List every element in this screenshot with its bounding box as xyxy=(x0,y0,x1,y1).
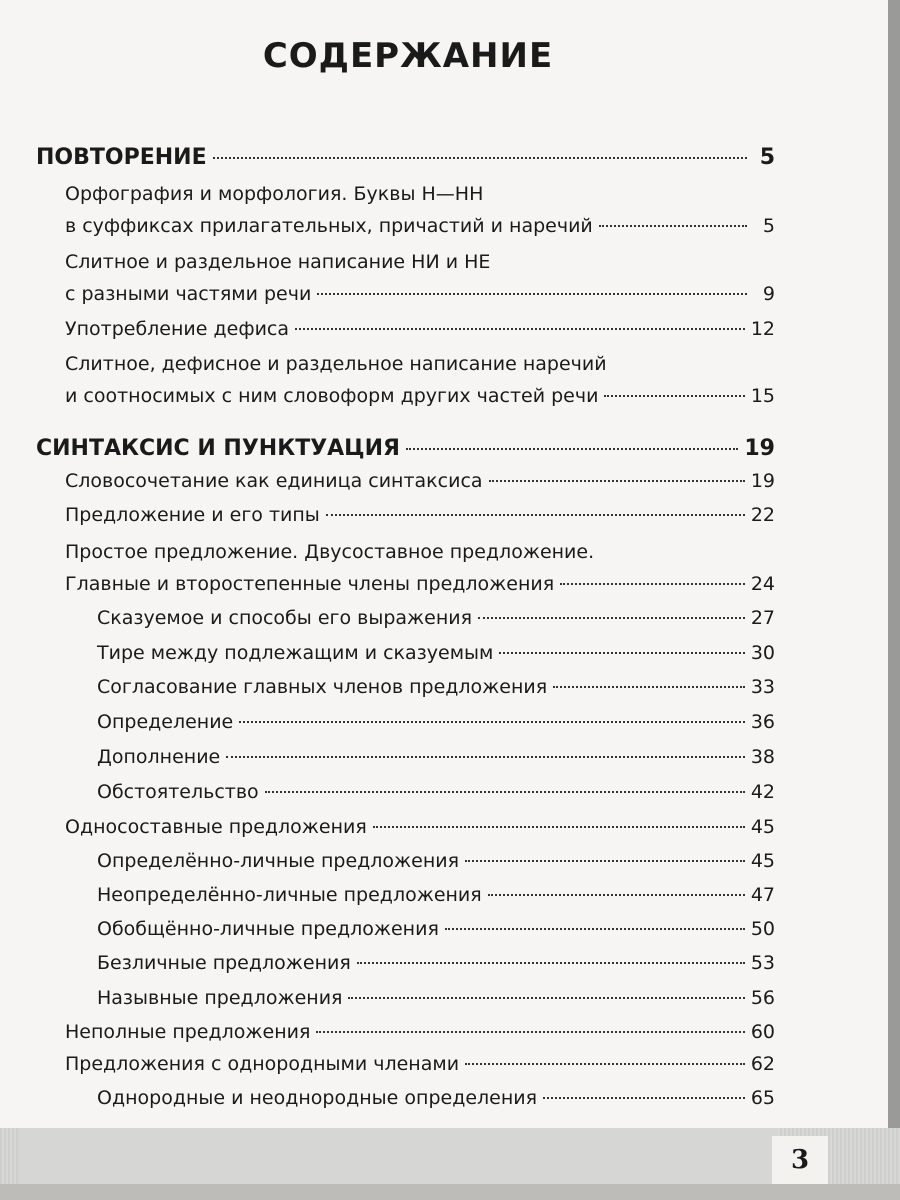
toc-entry-title: Главные и второстепенные члены предложения xyxy=(65,573,555,595)
toc-entry-title: Дополнение xyxy=(97,746,221,768)
toc-entry-title: Неопределённо-личные предложения xyxy=(97,884,482,906)
toc-entry-page: 33 xyxy=(750,676,775,698)
leader-dots xyxy=(553,686,745,688)
leader-dots xyxy=(239,721,745,723)
toc-entry-title: ПОВТОРЕНИЕ xyxy=(36,145,207,170)
toc-entry-title: Обобщённо-личные предложения xyxy=(97,918,439,940)
leader-dots xyxy=(295,328,745,330)
toc-entry-title: Односоставные предложения xyxy=(65,816,367,838)
leader-dots xyxy=(599,225,747,227)
toc-entry-page: 45 xyxy=(750,850,775,872)
toc-entry[interactable] xyxy=(65,318,775,340)
leader-dots xyxy=(265,791,745,793)
toc-entry[interactable] xyxy=(65,283,775,305)
leader-dots xyxy=(489,480,745,482)
toc-entry-title: Предложения с однородными членами xyxy=(65,1053,460,1075)
toc-entry-page: 38 xyxy=(750,746,775,768)
toc-entry[interactable] xyxy=(97,987,775,1009)
leader-dots xyxy=(213,157,747,159)
toc-entry-page: 5 xyxy=(759,145,775,170)
toc-entry[interactable] xyxy=(97,781,775,803)
toc-entry[interactable] xyxy=(65,215,775,237)
toc-entry[interactable] xyxy=(97,850,775,872)
leader-dots xyxy=(465,1063,745,1065)
toc-entry-line: Орфография и морфология. Буквы Н—НН xyxy=(65,183,484,205)
bottom-edge xyxy=(0,1184,900,1200)
toc-entry-page: 53 xyxy=(750,952,775,974)
toc-entry-title: Тире между подлежащим и сказуемым xyxy=(97,642,494,664)
toc-entry-title: Определение xyxy=(97,711,234,733)
leader-dots xyxy=(465,860,745,862)
toc-entry-page: 50 xyxy=(750,918,775,940)
toc-entry[interactable] xyxy=(97,607,775,629)
toc-entry-page: 56 xyxy=(750,987,775,1009)
leader-dots xyxy=(226,756,745,758)
toc-entry[interactable] xyxy=(97,952,775,974)
toc-section-syntax[interactable] xyxy=(36,436,775,461)
toc-entry-title: Предложение и его типы xyxy=(65,504,320,526)
leader-dots xyxy=(488,894,745,896)
toc-entry-page: 62 xyxy=(750,1053,775,1075)
toc-entry[interactable] xyxy=(65,1021,775,1043)
toc-entry-page: 30 xyxy=(750,642,775,664)
toc-entry[interactable] xyxy=(97,711,775,733)
toc-entry[interactable] xyxy=(97,918,775,940)
toc-entry-title: с разными частями речи xyxy=(65,283,312,305)
toc-entry-page: 42 xyxy=(750,781,775,803)
toc-entry-page: 5 xyxy=(762,215,775,237)
toc-entry-page: 22 xyxy=(750,504,775,526)
toc-entry-title: Обстоятельство xyxy=(97,781,259,803)
toc-entry-title: Употребление дефиса xyxy=(65,318,290,340)
leader-dots xyxy=(316,1031,744,1033)
toc-entry[interactable] xyxy=(65,385,775,407)
toc-entry[interactable] xyxy=(97,884,775,906)
toc-entry-page: 36 xyxy=(750,711,775,733)
toc-entry[interactable] xyxy=(97,746,775,768)
leader-dots xyxy=(543,1097,745,1099)
toc-entry-page: 65 xyxy=(750,1087,775,1109)
leader-dots xyxy=(357,962,745,964)
toc-entry[interactable] xyxy=(65,470,775,492)
toc-entry-title: в суффиксах прилагательных, причастий и наречий xyxy=(65,215,593,237)
toc-entry[interactable] xyxy=(65,1053,775,1075)
page-number: 3 xyxy=(772,1136,828,1184)
toc-entry-title: Однородные и неоднородные определения xyxy=(97,1087,538,1109)
leader-dots xyxy=(560,583,745,585)
toc-entry-page: 12 xyxy=(750,318,775,340)
leader-dots xyxy=(326,514,745,516)
toc-entry-title: Безличные предложения xyxy=(97,952,351,974)
toc-entry-page: 60 xyxy=(750,1021,775,1043)
toc-entry-page: 15 xyxy=(750,385,775,407)
toc-entry-page: 9 xyxy=(762,283,775,305)
toc-entry-line: Простое предложение. Двусоставное предложение. xyxy=(65,541,595,563)
toc-entry-page: 24 xyxy=(750,573,775,595)
page-title: СОДЕРЖАНИЕ xyxy=(262,36,554,76)
leader-dots xyxy=(373,826,745,828)
toc-entry-line: Слитное, дефисное и раздельное написание наречий xyxy=(65,353,607,375)
toc-entry-line: Слитное и раздельное написание НИ и НЕ xyxy=(65,251,491,273)
footer-band-inner xyxy=(18,1128,778,1184)
toc-entry-page: 45 xyxy=(750,816,775,838)
toc-entry-title: Назывные предложения xyxy=(97,987,343,1009)
toc-entry-title: Определённо-личные предложения xyxy=(97,850,460,872)
toc-entry-title: и соотносимых с ним словоформ других частей речи xyxy=(65,385,599,407)
toc-section-povtorenie[interactable] xyxy=(36,145,775,170)
toc-entry[interactable] xyxy=(65,816,775,838)
leader-dots xyxy=(499,652,744,654)
leader-dots xyxy=(348,997,744,999)
leader-dots xyxy=(478,617,745,619)
toc-entry[interactable] xyxy=(97,1087,775,1109)
toc-entry-page: 47 xyxy=(750,884,775,906)
toc-entry[interactable] xyxy=(97,642,775,664)
leader-dots xyxy=(406,448,738,450)
toc-entry-page: 19 xyxy=(744,436,775,461)
toc-entry-title: Словосочетание как единица синтаксиса xyxy=(65,470,483,492)
toc-entry-title: Сказуемое и способы его выражения xyxy=(97,607,473,629)
leader-dots xyxy=(317,293,747,295)
toc-entry[interactable] xyxy=(65,573,775,595)
toc-entry-page: 19 xyxy=(750,470,775,492)
toc-entry[interactable] xyxy=(97,676,775,698)
toc-entry-title: Неполные предложения xyxy=(65,1021,311,1043)
toc-entry-title: Согласование главных членов предложения xyxy=(97,676,548,698)
leader-dots xyxy=(445,928,745,930)
toc-entry-title: СИНТАКСИС И ПУНКТУАЦИЯ xyxy=(36,436,400,461)
toc-entry-page: 27 xyxy=(750,607,775,629)
leader-dots xyxy=(604,395,744,397)
toc-entry[interactable] xyxy=(65,504,775,526)
